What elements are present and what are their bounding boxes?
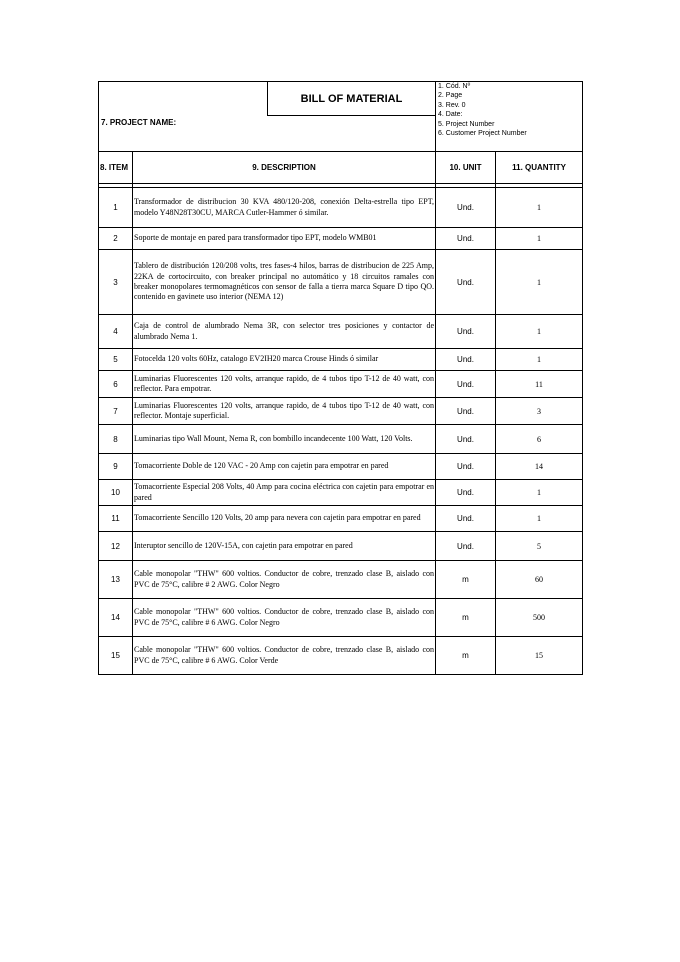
meta-code: 1. Cód. Nº (438, 83, 471, 90)
item-quantity-cell: 14 (496, 454, 583, 480)
item-number-cell: 7 (99, 398, 133, 425)
table-row (99, 561, 583, 599)
item-description-cell: Cable monopolar "THW" 600 voltios. Conductor de cobre, trenzado clase B, aislado con PVC de 75°C, calibre # 6 AWG. Color Verde (133, 637, 436, 675)
item-unit-cell: Und. (436, 315, 496, 349)
meta-rev: 3. Rev. 0 (438, 101, 466, 109)
item-number-cell: 15 (99, 637, 133, 675)
column-header-unit: 10. UNIT (436, 152, 496, 184)
item-unit-cell: Und. (436, 228, 496, 250)
meta-project-number: 5. Project Number (438, 120, 495, 128)
table-row (99, 250, 583, 315)
item-description-cell: Tomacorriente Sencillo 120 Volts, 20 amp para nevera con cajetin para empotrar en pared (133, 506, 436, 532)
bom-table (98, 81, 583, 675)
table-row (99, 188, 583, 228)
item-quantity-cell: 3 (496, 398, 583, 425)
item-unit-cell: m (436, 637, 496, 675)
meta-customer-project-number: 6. Customer Project Number (438, 130, 527, 138)
item-quantity-cell: 6 (496, 425, 583, 454)
item-quantity-cell: 1 (496, 480, 583, 506)
table-row (99, 637, 583, 675)
meta-date: 4. Date: (438, 111, 463, 119)
item-number-cell: 14 (99, 599, 133, 637)
item-unit-cell: m (436, 599, 496, 637)
item-description-cell: Caja de control de alumbrado Nema 3R, con selector tres posiciones y contactor de alumbrado Nema 1. (133, 315, 436, 349)
item-description-cell: Tablero de distribución 120/208 volts, tres fases-4 hilos, barras de distribucion de 225 Amp, 22KA de cortocircuito, con breaker principal no automático y 18 circuitos ramales con breaker monopolares termomagnéticos con sensor de falla a tierra marca Square D tipo QO. contenido en gavinete uso interior (NEMA 12) (133, 250, 436, 315)
bill-of-material-sheet (98, 81, 582, 675)
item-unit-cell: Und. (436, 506, 496, 532)
item-quantity-cell: 11 (496, 371, 583, 398)
item-quantity-cell: 500 (496, 599, 583, 637)
table-row (99, 454, 583, 480)
item-unit-cell: Und. (436, 188, 496, 228)
item-quantity-cell: 5 (496, 532, 583, 561)
table-row (99, 349, 583, 371)
header-title-row (99, 82, 583, 116)
item-number-cell: 4 (99, 315, 133, 349)
item-quantity-cell: 1 (496, 250, 583, 315)
item-quantity-cell: 1 (496, 349, 583, 371)
item-unit-cell: Und. (436, 480, 496, 506)
item-description-cell: Cable monopolar "THW" 600 voltios. Conductor de cobre, trenzado clase B, aislado con PVC de 75°C, calibre # 6 AWG. Color Negro (133, 599, 436, 637)
item-number-cell: 6 (99, 371, 133, 398)
item-quantity-cell: 15 (496, 637, 583, 675)
item-number-cell: 1 (99, 188, 133, 228)
item-unit-cell: m (436, 561, 496, 599)
column-header-description: 9. DESCRIPTION (133, 152, 436, 184)
document-meta-block (436, 82, 583, 152)
item-description-cell: Luminarias Fluorescentes 120 volts, arranque rapido, de 4 tubos tipo T-12 de 40 watt, con reflector. Montaje superficial. (133, 398, 436, 425)
item-number-cell: 9 (99, 454, 133, 480)
item-description-cell: Cable monopolar "THW" 600 voltios. Conductor de cobre, trenzado clase B, aislado con PVC de 75°C, calibre # 2 AWG. Color Negro (133, 561, 436, 599)
header-blank-cell (99, 82, 268, 116)
item-description-cell: Soporte de montaje en pared para transformador tipo EPT, modelo WMB01 (133, 228, 436, 250)
meta-page: 2. Page (438, 92, 463, 100)
item-unit-cell: Und. (436, 454, 496, 480)
item-quantity-cell: 60 (496, 561, 583, 599)
column-header-quantity: 11. QUANTITY (496, 152, 583, 184)
project-name-label: 7. PROJECT NAME: (99, 116, 436, 152)
table-row (99, 506, 583, 532)
item-description-cell: Fotocelda 120 volts 60Hz, catalogo EV2IH20 marca Crouse Hinds ó similar (133, 349, 436, 371)
item-description-cell: Luminarias Fluorescentes 120 volts, arranque rapido, de 4 tubos tipo T-12 de 40 watt, con reflector. Para empotrar. (133, 371, 436, 398)
item-number-cell: 2 (99, 228, 133, 250)
item-quantity-cell: 1 (496, 228, 583, 250)
item-number-cell: 13 (99, 561, 133, 599)
item-quantity-cell: 1 (496, 506, 583, 532)
table-row (99, 315, 583, 349)
item-description-cell: Tomacorriente Doble de 120 VAC - 20 Amp con cajetin para empotrar en pared (133, 454, 436, 480)
table-row (99, 371, 583, 398)
item-unit-cell: Und. (436, 371, 496, 398)
table-row (99, 398, 583, 425)
item-number-cell: 11 (99, 506, 133, 532)
item-number-cell: 8 (99, 425, 133, 454)
item-number-cell: 5 (99, 349, 133, 371)
document-title: BILL OF MATERIAL (268, 82, 436, 116)
item-description-cell: Tomacorriente Especial 208 Volts, 40 Amp para cocina eléctrica con cajetin para empotrar en pared (133, 480, 436, 506)
item-unit-cell: Und. (436, 532, 496, 561)
item-unit-cell: Und. (436, 425, 496, 454)
item-quantity-cell: 1 (496, 315, 583, 349)
item-number-cell: 10 (99, 480, 133, 506)
item-description-cell: Interuptor sencillo de 120V-15A, con cajetin para empotrar en pared (133, 532, 436, 561)
table-row (99, 480, 583, 506)
table-row (99, 228, 583, 250)
item-number-cell: 3 (99, 250, 133, 315)
column-header-row (99, 152, 583, 184)
item-number-cell: 12 (99, 532, 133, 561)
column-header-item: 8. ITEM (99, 152, 133, 184)
item-quantity-cell: 1 (496, 188, 583, 228)
table-row (99, 599, 583, 637)
item-description-cell: Luminarias tipo Wall Mount, Nema R, con bombillo incandecente 100 Watt, 120 Volts. (133, 425, 436, 454)
item-description-cell: Transformador de distribucion 30 KVA 480/120-208, conexión Delta-estrella tipo EPT, modelo Y48N28T30CU, MARCA Cutler-Hammer ó similar. (133, 188, 436, 228)
table-row (99, 425, 583, 454)
item-unit-cell: Und. (436, 398, 496, 425)
table-row (99, 532, 583, 561)
item-unit-cell: Und. (436, 349, 496, 371)
item-unit-cell: Und. (436, 250, 496, 315)
